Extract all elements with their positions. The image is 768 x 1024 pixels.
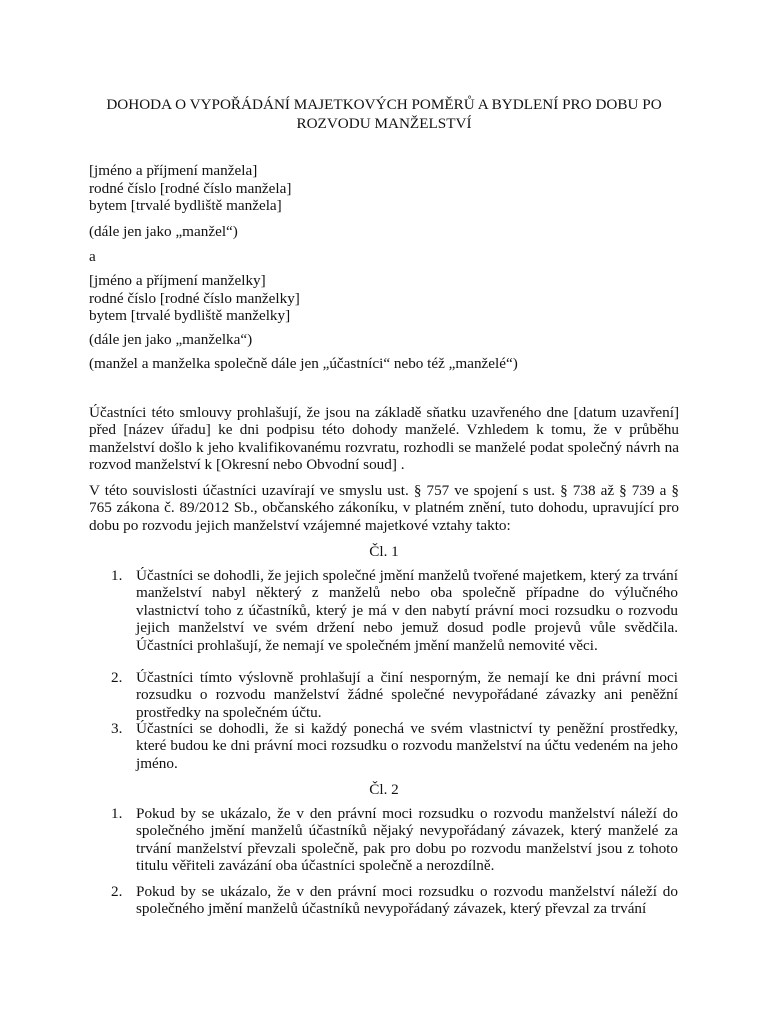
item-text: Účastníci tímto výslovně prohlašují a činí nesporným, že nemají ke dni právní moci rozsudku o rozvodu manželství žádné společné nevypořádané závazky ani peněžní prostředky na společném účtu. bbox=[136, 669, 678, 721]
wife-alias: (dále jen jako „manželka“) bbox=[89, 331, 253, 348]
title-line-2: ROZVODU MANŽELSTVÍ bbox=[296, 115, 472, 132]
wife-identification bbox=[89, 272, 679, 325]
intro-paragraph: Účastníci této smlouvy prohlašují, že jsou na základě sňatku uzavřeného dne [datum uzavření] před [název úřadu] ke dni podpisu této dohody manželé. Vzhledem k tomu, že v průběhu manželství došlo k jeho kvalifikovanému rozvratu, rozhodli se manželé podat společný návrh na rozvod manželství k [Okresní nebo Obvodní soud] . bbox=[89, 404, 679, 474]
item-text: Pokud by se ukázalo, že v den právní moci rozsudku o rozvodu manželství náleží do společného jmění manželů účastníků nějaký nevypořádaný závazek, který manželé za trvání manželství převzali společně, pak pro dobu po rozvodu manželství jsou z tohoto titulu věřiteli zavázání oba účastníci společně a nerozdílně. bbox=[136, 805, 678, 875]
document-title bbox=[0, 95, 768, 133]
item-number: 1. bbox=[111, 567, 123, 584]
wife-birth-number: rodné číslo [rodné číslo manželky] bbox=[89, 289, 300, 307]
parties-note: (manžel a manželka společně dále jen „účastníci“ nebo též „manželé“) bbox=[89, 355, 518, 372]
context-paragraph: V této souvislosti účastníci uzavírají ve smyslu ust. § 757 ve spojení s ust. § 738 až § 739 a § 765 zákona č. 89/2012 Sb., občanského zákoníku, v platném znění, tuto dohodu, upravující pro dobu po rozvodu jejich manželství vzájemné majetkové vztahy takto: bbox=[89, 482, 679, 534]
article-2-heading: Čl. 2 bbox=[369, 781, 399, 798]
husband-identification bbox=[89, 162, 679, 215]
wife-name: [jméno a příjmení manželky] bbox=[89, 272, 266, 289]
conjunction: a bbox=[89, 248, 96, 265]
husband-address: bytem [trvalé bydliště manžela] bbox=[89, 197, 282, 214]
title-line-1: DOHODA O VYPOŘÁDÁNÍ MAJETKOVÝCH POMĚRŮ A BYDLENÍ PRO DOBU PO bbox=[106, 96, 662, 113]
item-number: 1. bbox=[111, 805, 123, 822]
wife-address: bytem [trvalé bydliště manželky] bbox=[89, 307, 291, 324]
item-number: 3. bbox=[111, 720, 123, 737]
husband-birth-number: rodné číslo [rodné číslo manžela] bbox=[89, 179, 292, 197]
item-text: Pokud by se ukázalo, že v den právní moci rozsudku o rozvodu manželství náleží do společného jmění manželů účastníků nevypořádaný závazek, který převzal za trvání bbox=[136, 883, 678, 918]
item-text: Účastníci se dohodli, že jejich společné jmění manželů tvořené majetkem, který za trvání manželství nabyl některý z manželů nebo oba společně případne do výlučného vlastnictví toho z účastníků, který je má v den nabytí právní moci rozsudku o rozvodu jejich manželství ve svém držení nebo jemuž dosud podle projevů vůle svědčila. Účastníci prohlašují, že nemají ve společném jmění manželů nemovité věci. bbox=[136, 567, 678, 654]
item-text: Účastníci se dohodli, že si každý ponechá ve svém vlastnictví ty peněžní prostředky, které budou ke dni právní moci rozsudku o rozvodu manželství na účtu vedeném na jeho jméno. bbox=[136, 720, 678, 772]
husband-name: [jméno a příjmení manžela] bbox=[89, 162, 258, 179]
item-number: 2. bbox=[111, 883, 123, 900]
husband-alias: (dále jen jako „manžel“) bbox=[89, 223, 238, 240]
article-1-heading: Čl. 1 bbox=[369, 543, 399, 560]
item-number: 2. bbox=[111, 669, 123, 686]
